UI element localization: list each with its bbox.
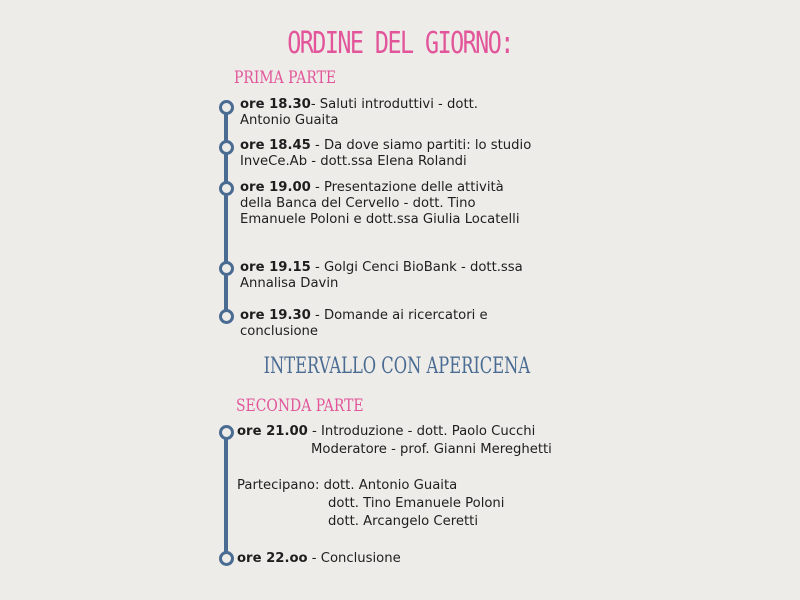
agenda-time: ore 22.oo bbox=[237, 551, 308, 566]
agenda-item bbox=[237, 424, 535, 440]
participant-name: dott. Arcangelo Ceretti bbox=[328, 514, 478, 529]
timeline-dot bbox=[219, 261, 234, 276]
agenda-item bbox=[240, 97, 520, 129]
timeline-dot bbox=[219, 425, 234, 440]
agenda-item bbox=[240, 308, 530, 340]
agenda-item bbox=[237, 551, 401, 567]
timeline-dot bbox=[219, 100, 234, 115]
second-part-heading: SECONDA PARTE bbox=[236, 396, 364, 416]
agenda-text: - Domande ai ricercatori e conclusione bbox=[240, 308, 488, 339]
agenda-time: ore 18.45 bbox=[240, 138, 311, 153]
timeline-dot bbox=[219, 181, 234, 196]
agenda-text: - Introduzione - dott. Paolo Cucchi bbox=[307, 424, 536, 439]
agenda-text: - Saluti introduttivi - dott. Antonio Guaita bbox=[240, 97, 478, 128]
agenda-item bbox=[240, 260, 550, 292]
agenda-item bbox=[240, 180, 532, 228]
first-part-heading: PRIMA PARTE bbox=[234, 68, 337, 88]
page-title: ORDINE DEL GIORNO: bbox=[287, 26, 513, 61]
timeline-line-first bbox=[224, 106, 228, 316]
participant-name: dott. Tino Emanuele Poloni bbox=[328, 496, 505, 511]
timeline-dot bbox=[219, 140, 234, 155]
agenda-time: ore 18.30 bbox=[240, 97, 311, 112]
agenda-time: ore 21.00 bbox=[237, 424, 308, 439]
agenda-text: - Golgi Cenci BioBank - dott.ssa Annalisa Davin bbox=[240, 260, 523, 291]
agenda-text: - Conclusione bbox=[307, 551, 401, 566]
agenda-time: ore 19.30 bbox=[240, 308, 311, 323]
agenda-text: - Da dove siamo partiti: lo studio InveCe.Ab - dott.ssa Elena Rolandi bbox=[240, 138, 532, 169]
agenda-text: - Presentazione delle attività della Banca del Cervello - dott. Tino Emanuele Poloni e dott.ssa Giulia Locatelli bbox=[240, 180, 520, 227]
participants-line: Partecipano: dott. Antonio Guaita bbox=[237, 478, 458, 493]
agenda-time: ore 19.00 bbox=[240, 180, 311, 195]
timeline-dot bbox=[219, 309, 234, 324]
interval-heading: INTERVALLO CON APERICENA bbox=[263, 354, 531, 379]
agenda-time: ore 19.15 bbox=[240, 260, 311, 275]
timeline-line-second bbox=[224, 431, 228, 557]
moderator-line: Moderatore - prof. Gianni Mereghetti bbox=[311, 442, 552, 457]
timeline-dot bbox=[219, 551, 234, 566]
agenda-item bbox=[240, 138, 540, 170]
